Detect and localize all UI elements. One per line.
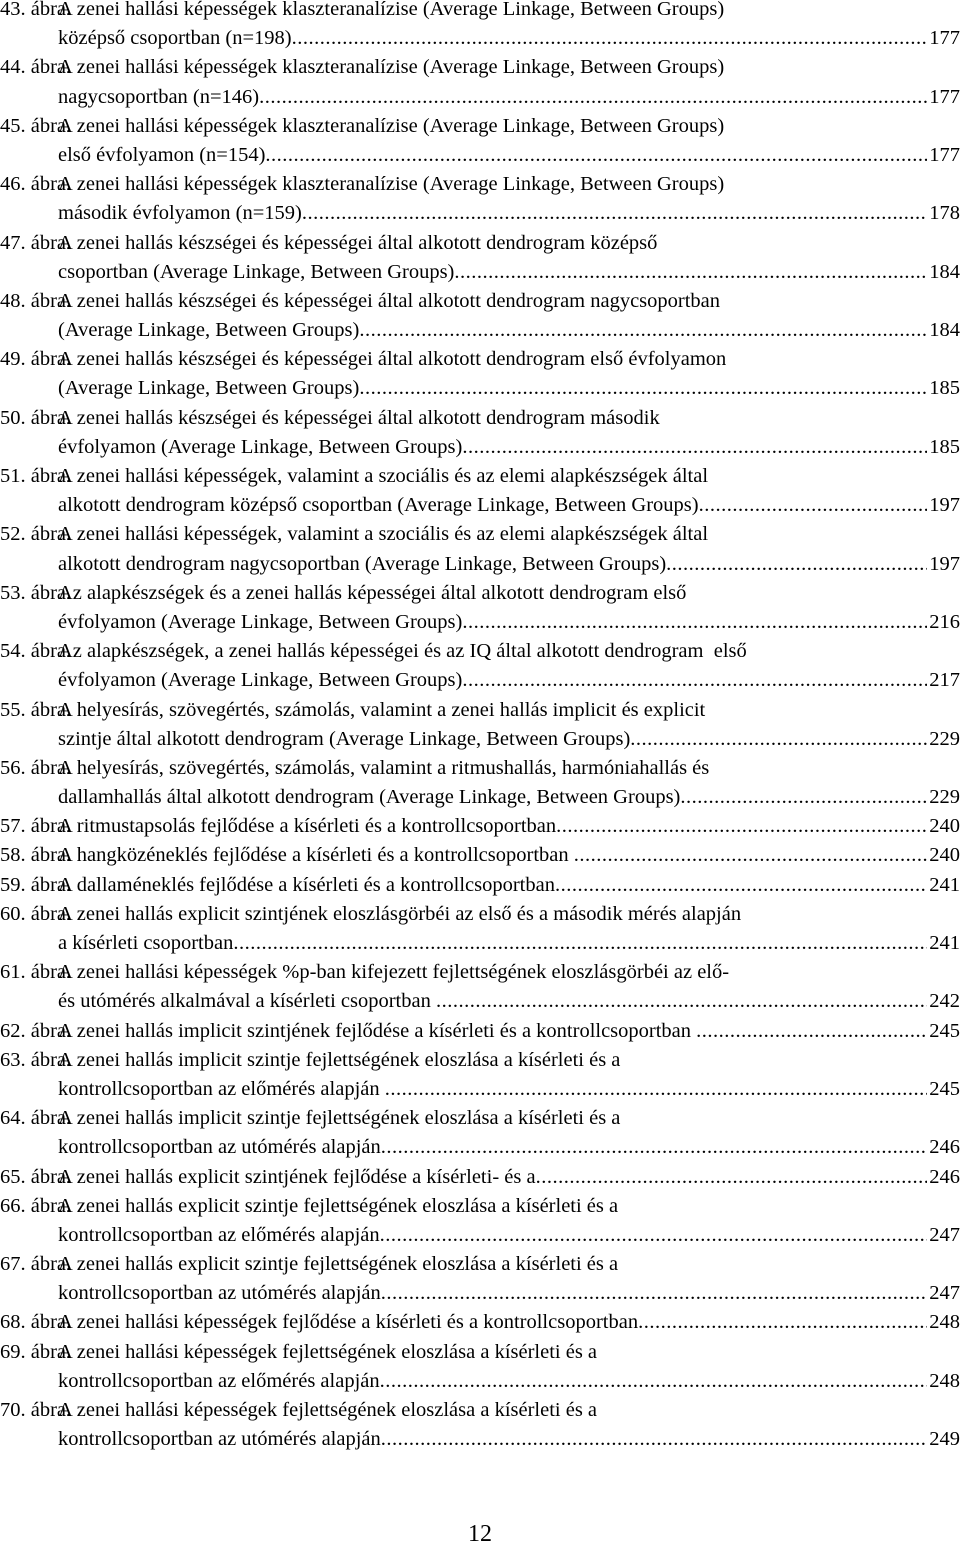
figure-label: 68. ábra.: [0, 1311, 72, 1334]
entry-line: [0, 783, 960, 812]
figure-title-text: csoportban (Average Linkage, Between Groups): [58, 260, 455, 283]
figure-title-text: A zenei hallás explicit szintje fejlettségének eloszlása a kísérleti és a: [58, 1194, 619, 1217]
entry-line: [0, 1075, 960, 1104]
figure-entry: [0, 1338, 960, 1396]
page-ref: 248: [929, 1369, 960, 1392]
dot-leader: [233, 929, 927, 958]
page-ref: 241: [929, 932, 960, 954]
page-ref: 246: [929, 1165, 960, 1188]
figure-entry: [0, 841, 960, 870]
figure-entry: [0, 170, 960, 228]
figure-entry: [0, 1192, 960, 1250]
figure-entry: [0, 637, 960, 695]
figure-label: 44. ábra.: [0, 56, 72, 79]
page-ref: 217: [929, 669, 960, 692]
figure-title-text: (Average Linkage, Between Groups): [58, 319, 360, 342]
figure-label: 61. ábra.: [0, 961, 72, 984]
entry-line: [0, 462, 960, 491]
figure-title-text: A zenei hallás készségei és képességei által alkotott dendrogram nagycsoportban: [58, 289, 721, 312]
dot-leader: [555, 871, 927, 900]
figure-label: 57. ábra.: [0, 815, 72, 838]
page-ref: 248: [929, 1311, 960, 1334]
figure-entry: [0, 1163, 960, 1192]
entry-line: [0, 1133, 960, 1162]
dot-leader: [359, 316, 927, 345]
figure-label: 63. ábra.: [0, 1048, 72, 1071]
figure-title-text: A hangközéneklés fejlődése a kísérleti és a kontrollcsoportban: [58, 844, 574, 867]
figure-title-text: kontrollcsoportban az utómérés alapján: [58, 1428, 381, 1451]
dot-leader: [556, 812, 927, 841]
entry-line: [0, 1338, 960, 1367]
entry-line: [0, 1046, 960, 1075]
figure-title-text: A zenei hallási képességek fejlődése a kísérleti és a kontrollcsoportban: [58, 1311, 639, 1334]
figure-title-text: A zenei hallás explicit szintje fejlettségének eloszlása a kísérleti és a: [58, 1253, 619, 1276]
figure-entry: [0, 1308, 960, 1337]
figure-label: 70. ábra.: [0, 1399, 72, 1421]
page-ref: 185: [929, 435, 960, 458]
dot-leader: [699, 491, 928, 520]
figure-label: 50. ábra.: [0, 406, 72, 429]
entry-line: [0, 374, 960, 403]
entry-line: [0, 958, 960, 987]
figure-label: 55. ábra.: [0, 698, 72, 721]
figure-entry: [0, 900, 960, 958]
entry-line: [0, 900, 960, 929]
figure-label: 54. ábra.: [0, 640, 72, 663]
figure-title-text: a kísérleti csoportban: [58, 932, 234, 954]
dot-leader: [265, 141, 927, 170]
page-ref: 177: [929, 85, 960, 108]
entry-line: [0, 345, 960, 374]
page-ref: 242: [929, 990, 960, 1013]
figure-entry: [0, 462, 960, 520]
figure-title-text: A zenei hallási képességek fejlettségének eloszlása a kísérleti és a: [58, 1399, 598, 1421]
figure-label: 59. ábra.: [0, 873, 72, 896]
figure-label: 56. ábra.: [0, 756, 72, 779]
entry-line: [0, 1308, 960, 1337]
figure-title-text: és utómérés alkalmával a kísérleti csoportban: [58, 990, 436, 1013]
page-ref: 197: [929, 552, 960, 575]
figure-label: 66. ábra.: [0, 1194, 72, 1217]
entry-line: [0, 550, 960, 579]
page-number: 12: [468, 1521, 492, 1547]
dot-leader: [462, 433, 927, 462]
dot-leader: [381, 1279, 927, 1308]
entry-line: [0, 53, 960, 82]
figure-label: 67. ábra.: [0, 1253, 72, 1276]
figure-entry: [0, 1046, 960, 1104]
page-ref: 247: [929, 1282, 960, 1305]
figure-title-text: A zenei hallás explicit szintjének eloszlásgörbéi az első és a második mérés alapján: [58, 902, 742, 925]
dot-leader: [696, 1017, 927, 1046]
figure-title-text: A zenei hallási képességek klaszteranalízise (Average Linkage, Between Groups): [58, 0, 725, 20]
figure-title-text: Az alapkészségek, a zenei hallás képességei és az IQ által alkotott dendrogram első: [58, 640, 747, 663]
figure-title-text: évfolyamon (Average Linkage, Between Groups): [58, 610, 463, 633]
page-ref: 177: [929, 143, 960, 166]
figure-label: 65. ábra.: [0, 1165, 72, 1188]
dot-leader: [680, 783, 927, 812]
entry-line: [0, 83, 960, 112]
page-ref: 229: [929, 727, 960, 750]
entry-line: [0, 1279, 960, 1308]
figure-label: 46. ábra.: [0, 173, 72, 196]
figure-label: 48. ábra.: [0, 289, 72, 312]
figure-label: 45. ábra.: [0, 114, 72, 137]
figure-title-text: első évfolyamon (n=154): [58, 143, 266, 166]
figure-entry: [0, 579, 960, 637]
figure-label: 62. ábra.: [0, 1019, 72, 1042]
figure-entry: [0, 958, 960, 1016]
figure-title-text: évfolyamon (Average Linkage, Between Groups): [58, 669, 463, 692]
dot-leader: [381, 1133, 927, 1162]
dot-leader: [630, 725, 927, 754]
entry-line: [0, 24, 960, 53]
figure-title-text: A zenei hallás készségei és képességei által alkotott dendrogram középső: [58, 231, 658, 254]
dot-leader: [454, 258, 927, 287]
dot-leader: [292, 24, 928, 53]
dot-leader: [380, 1221, 928, 1250]
figure-label: 53. ábra.: [0, 581, 72, 604]
page-ref: 240: [929, 844, 960, 867]
entry-line: [0, 1250, 960, 1279]
figure-entry: [0, 404, 960, 462]
page-ref: 246: [929, 1136, 960, 1159]
figure-title-text: alkotott dendrogram középső csoportban (Average Linkage, Between Groups): [58, 494, 699, 517]
page-ref: 249: [929, 1428, 960, 1451]
figure-title-text: kontrollcsoportban az utómérés alapján: [58, 1136, 381, 1159]
page-ref: 184: [929, 260, 960, 283]
dot-leader: [574, 841, 927, 870]
figure-label: 47. ábra.: [0, 231, 72, 254]
page-ref: 216: [929, 610, 960, 633]
entry-line: [0, 316, 960, 345]
figure-title-text: középső csoportban (n=198): [58, 27, 292, 50]
entry-line: [0, 404, 960, 433]
entry-line: [0, 1221, 960, 1250]
figure-title-text: kontrollcsoportban az utómérés alapján: [58, 1282, 381, 1305]
entry-line: [0, 0, 960, 24]
figure-title-text: A zenei hallási képességek, valamint a szociális és az elemi alapkészségek által: [58, 523, 709, 546]
figure-title-text: második évfolyamon (n=159): [58, 202, 302, 225]
dot-leader: [259, 83, 927, 112]
page-ref: 247: [929, 1223, 960, 1246]
figure-title-text: A zenei hallási képességek klaszteranalízise (Average Linkage, Between Groups): [58, 173, 725, 196]
page-ref: 229: [929, 786, 960, 809]
dot-leader: [462, 666, 927, 695]
figure-entry: [0, 812, 960, 841]
figure-title-text: alkotott dendrogram nagycsoportban (Average Linkage, Between Groups): [58, 552, 667, 575]
figure-title-text: A zenei hallás készségei és képességei által alkotott dendrogram második: [58, 406, 660, 429]
figure-title-text: A zenei hallási képességek klaszteranalízise (Average Linkage, Between Groups): [58, 114, 725, 137]
page-ref: 178: [929, 202, 960, 225]
entry-line: [0, 929, 960, 958]
figure-label: 64. ábra.: [0, 1107, 72, 1130]
figure-title-text: A zenei hallás explicit szintjének fejlődése a kísérleti- és a: [58, 1165, 536, 1188]
figure-title-text: évfolyamon (Average Linkage, Between Groups): [58, 435, 463, 458]
figure-label: 58. ábra.: [0, 844, 72, 867]
entry-line: [0, 258, 960, 287]
figure-title-text: A zenei hallás implicit szintje fejlettségének eloszlása a kísérleti és a: [58, 1107, 621, 1130]
entry-line: [0, 579, 960, 608]
page-ref: 245: [929, 1077, 960, 1100]
figure-label: 43. ábra.: [0, 0, 72, 20]
figure-entry: [0, 0, 960, 53]
figure-label: 52. ábra.: [0, 523, 72, 546]
figure-entry: [0, 53, 960, 111]
figure-title-text: A zenei hallási képességek klaszteranalízise (Average Linkage, Between Groups): [58, 56, 725, 79]
page-ref: 184: [929, 319, 960, 342]
figure-title-text: A helyesírás, szövegértés, számolás, valamint a ritmushallás, harmóniahallás és: [58, 756, 710, 779]
figure-title-text: (Average Linkage, Between Groups): [58, 377, 360, 400]
dot-leader: [302, 199, 927, 228]
entry-line: [0, 1163, 960, 1192]
entry-line: [0, 1017, 960, 1046]
page-ref: 245: [929, 1019, 960, 1042]
entry-line: [0, 637, 960, 666]
figure-title-text: A zenei hallás implicit szintje fejlettségének eloszlása a kísérleti és a: [58, 1048, 621, 1071]
dot-leader: [462, 608, 927, 637]
figure-title-text: Az alapkészségek és a zenei hallás képességei által alkotott dendrogram első: [58, 581, 687, 604]
figure-label: 60. ábra.: [0, 902, 72, 925]
entry-line: [0, 725, 960, 754]
figure-entry: [0, 1396, 960, 1454]
figure-label: 49. ábra.: [0, 348, 72, 371]
figure-title-text: kontrollcsoportban az előmérés alapján: [58, 1223, 380, 1246]
entry-line: [0, 1367, 960, 1396]
page-ref: 240: [929, 815, 960, 838]
figure-entry: [0, 1104, 960, 1162]
figure-entry: [0, 1017, 960, 1046]
figure-title-text: A dallaméneklés fejlődése a kísérleti és a kontrollcsoportban: [58, 873, 555, 896]
dot-leader: [536, 1163, 928, 1192]
page-ref: 185: [929, 377, 960, 400]
figure-label: 69. ábra.: [0, 1340, 72, 1363]
figure-entry: [0, 754, 960, 812]
entry-line: [0, 287, 960, 316]
entry-line: [0, 199, 960, 228]
entry-line: [0, 841, 960, 870]
figure-title-text: A zenei hallás készségei és képességei által alkotott dendrogram első évfolyamon: [58, 348, 727, 371]
entry-line: [0, 141, 960, 170]
entry-line: [0, 666, 960, 695]
entry-line: [0, 1396, 960, 1425]
entry-line: [0, 1425, 960, 1454]
figure-title-text: kontrollcsoportban az előmérés alapján: [58, 1369, 380, 1392]
entry-line: [0, 433, 960, 462]
figure-title-text: A zenei hallási képességek fejlettségének eloszlása a kísérleti és a: [58, 1340, 598, 1363]
entry-line: [0, 1192, 960, 1221]
figure-title-text: A helyesírás, szövegértés, számolás, valamint a zenei hallás implicit és explicit: [58, 698, 706, 721]
figure-title-text: A zenei hallási képességek %p-ban kifejezett fejlettségének eloszlásgörbéi az elő-: [58, 961, 730, 984]
entry-line: [0, 696, 960, 725]
figure-title-text: A zenei hallási képességek, valamint a szociális és az elemi alapkészségek által: [58, 465, 709, 487]
figure-title-text: szintje által alkotott dendrogram (Average Linkage, Between Groups): [58, 727, 631, 750]
dot-leader: [436, 987, 927, 1016]
dot-leader: [385, 1075, 928, 1104]
page-ref: 241: [929, 873, 960, 896]
figure-entry: [0, 696, 960, 754]
entry-line: [0, 520, 960, 549]
figure-title-text: dallamhallás által alkotott dendrogram (Average Linkage, Between Groups): [58, 786, 681, 809]
entry-line: [0, 987, 960, 1016]
figure-entry: [0, 229, 960, 287]
figure-entry: [0, 520, 960, 578]
entry-line: [0, 871, 960, 900]
dot-leader: [638, 1308, 927, 1337]
page-ref: 197: [929, 494, 960, 517]
entry-line: [0, 170, 960, 199]
entry-line: [0, 112, 960, 141]
entry-line: [0, 608, 960, 637]
dot-leader: [381, 1425, 927, 1454]
figure-entry: [0, 1250, 960, 1308]
figure-title-text: kontrollcsoportban az előmérés alapján: [58, 1077, 385, 1100]
entry-line: [0, 491, 960, 520]
entry-line: [0, 754, 960, 783]
page-ref: 177: [929, 27, 960, 50]
figure-title-text: A zenei hallás implicit szintjének fejlődése a kísérleti és a kontrollcsoportban: [58, 1019, 697, 1042]
figure-entry: [0, 287, 960, 345]
dot-leader: [666, 550, 927, 579]
figure-entry: [0, 871, 960, 900]
figure-entry: [0, 112, 960, 170]
entry-line: [0, 812, 960, 841]
dot-leader: [380, 1367, 928, 1396]
figure-entry: [0, 345, 960, 403]
entry-line: [0, 1104, 960, 1133]
figure-label: 51. ábra.: [0, 465, 72, 487]
dot-leader: [359, 374, 927, 403]
figure-title-text: nagycsoportban (n=146): [58, 85, 260, 108]
figure-title-text: A ritmustapsolás fejlődése a kísérleti és a kontrollcsoportban: [58, 815, 557, 838]
entry-line: [0, 229, 960, 258]
